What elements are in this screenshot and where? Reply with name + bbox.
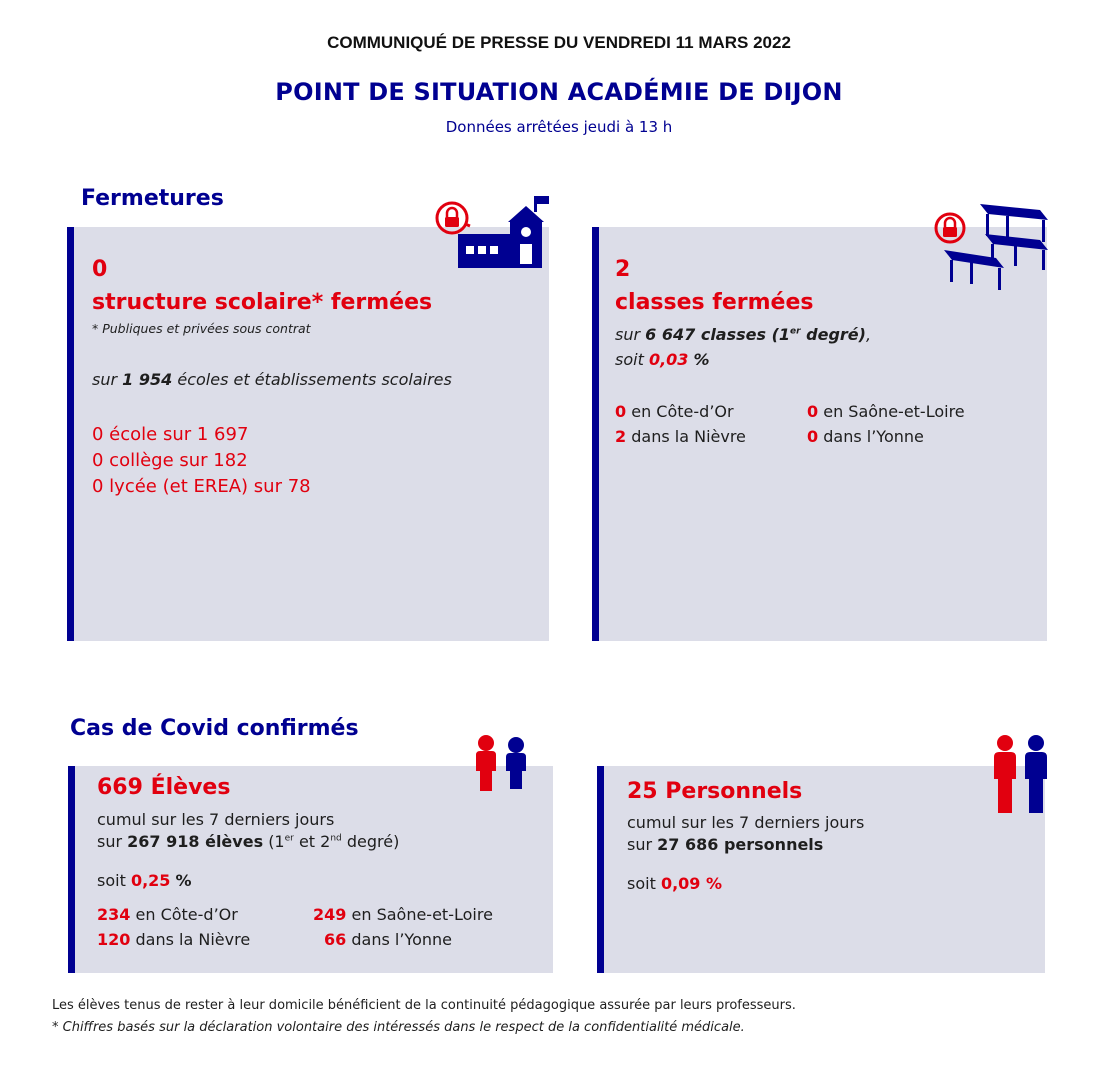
- section-title-fermetures: Fermetures: [81, 186, 224, 211]
- section-title-covid: Cas de Covid confirmés: [70, 716, 359, 741]
- structures-colleges: 0 collège sur 182: [92, 450, 248, 471]
- personnels-title: 25 Personnels: [627, 779, 803, 804]
- card-eleves-accent: [68, 766, 75, 973]
- card-classes-accent: [592, 227, 599, 641]
- classes-label: classes fermées: [615, 290, 814, 315]
- classes-dept-saone-et-loire: 0 en Saône-et-Loire: [807, 402, 965, 421]
- structures-count: 0: [92, 257, 108, 282]
- padlock-icon: [437, 203, 470, 233]
- classes-dept-yonne: 0 dans l’Yonne: [807, 427, 924, 446]
- padlock-icon: [936, 214, 964, 242]
- personnels-ratio: soit 0,09 %: [627, 874, 723, 893]
- eleves-ratio: soit 0,25 %: [97, 871, 192, 890]
- classes-dept-nievre: 2 dans la Nièvre: [615, 427, 746, 446]
- card-personnels-accent: [597, 766, 604, 973]
- eleves-title: 669 Élèves: [97, 775, 231, 800]
- classes-count: 2: [615, 257, 631, 282]
- eleves-cumul: cumul sur les 7 derniers jours: [97, 810, 335, 829]
- people-icon: [470, 733, 532, 793]
- personnels-cumul: cumul sur les 7 derniers jours: [627, 813, 865, 832]
- personnels-total: sur 27 686 personnels: [627, 835, 824, 854]
- eleves-dept-cote-dor: 234 en Côte-d’Or: [97, 905, 238, 924]
- eleves-total: sur 267 918 élèves (1er et 2nd degré): [97, 832, 400, 851]
- structures-total: sur 1 954 écoles et établissements scolaires: [92, 370, 452, 389]
- card-structures-accent: [67, 227, 74, 641]
- eleves-dept-nievre: 120 dans la Nièvre: [97, 930, 251, 949]
- footer-disclaimer: * Chiffres basés sur la déclaration volontaire des intéressés dans le respect de la confidentialité médicale.: [52, 1020, 745, 1035]
- structures-lycees: 0 lycée (et EREA) sur 78: [92, 476, 311, 497]
- classes-dept-cote-dor: 0 en Côte-d’Or: [615, 402, 734, 421]
- classes-total: sur 6 647 classes (1er degré),: [615, 325, 872, 344]
- structures-note: * Publiques et privées sous contrat: [92, 321, 311, 336]
- page-title: POINT DE SITUATION ACADÉMIE DE DIJON: [275, 78, 843, 106]
- structures-ecoles: 0 école sur 1 697: [92, 424, 249, 445]
- people-icon: [988, 733, 1052, 817]
- footer-note: Les élèves tenus de rester à leur domicile bénéficient de la continuité pédagogique assurée par leurs professeurs.: [52, 998, 796, 1013]
- page-subtitle: Données arrêtées jeudi à 13 h: [445, 118, 673, 136]
- structures-label: structure scolaire* fermées: [92, 290, 433, 315]
- eleves-dept-yonne: 66 dans l’Yonne: [324, 930, 452, 949]
- school-building-icon: [430, 192, 560, 272]
- eleves-dept-saone-et-loire: 249 en Saône-et-Loire: [313, 905, 493, 924]
- classroom-desks-icon: [930, 198, 1055, 303]
- structures-breakdown: [92, 422, 311, 500]
- classes-ratio: soit 0,03 %: [615, 350, 710, 369]
- press-release-date: COMMUNIQUÉ DE PRESSE DU VENDREDI 11 MARS 2022: [327, 33, 791, 52]
